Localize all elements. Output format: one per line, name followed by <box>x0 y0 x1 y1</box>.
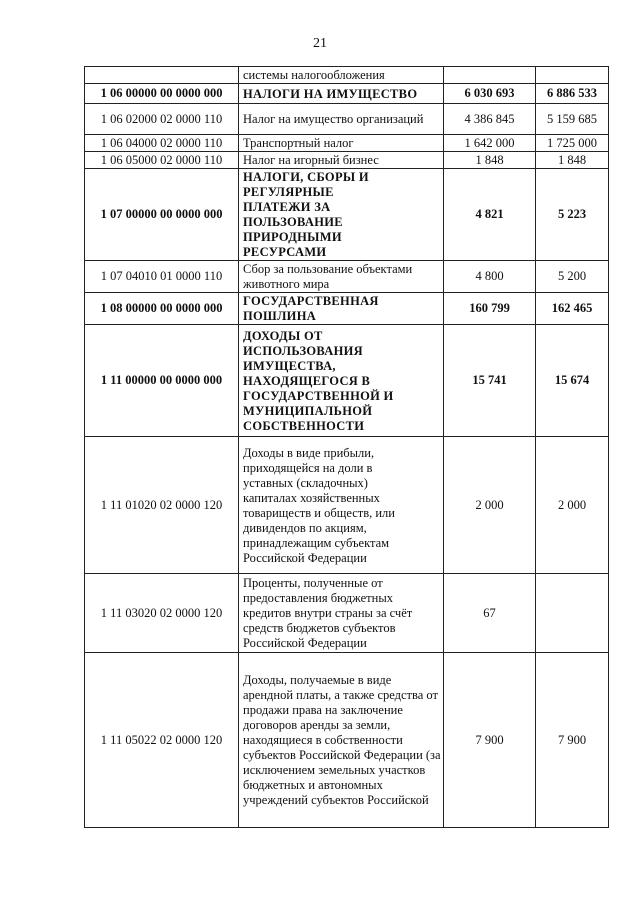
row-value-1: 2 000 <box>444 437 536 574</box>
table-row <box>85 293 609 325</box>
row-code: 1 11 01020 02 0000 120 <box>85 437 239 574</box>
row-code: 1 06 05000 02 0000 110 <box>85 152 239 169</box>
row-value-2 <box>536 67 609 84</box>
row-value-1: 7 900 <box>444 653 536 828</box>
row-code: 1 07 00000 00 0000 000 <box>85 169 239 261</box>
row-value-1: 1 848 <box>444 152 536 169</box>
row-name-text: НАЛОГИ, СБОРЫ И РЕГУЛЯРНЫЕ ПЛАТЕЖИ ЗА ПОЛЬЗОВАНИЕ ПРИРОДНЫМИ РЕСУРСАМИ <box>243 170 369 259</box>
table-row <box>85 152 609 169</box>
row-value-2 <box>536 574 609 653</box>
row-name: НАЛОГИ НА ИМУЩЕСТВО <box>239 84 444 104</box>
revenue-table <box>84 66 609 828</box>
row-value-2: 5 200 <box>536 261 609 293</box>
row-code: 1 11 00000 00 0000 000 <box>85 325 239 437</box>
row-name-text: Доходы, получаемые в виде арендной платы, а также средства от продажи права на заключение договоров аренды за земли, находящиеся в собственности субъектов Российской Федерации (за исключением земельных участков бюджетных и автономных учреждений субъектов Российской <box>243 673 441 807</box>
table-row <box>85 104 609 135</box>
table-row <box>85 135 609 152</box>
table-row <box>85 653 609 828</box>
row-name <box>239 293 444 325</box>
row-name <box>239 574 444 653</box>
row-name: Транспортный налог <box>239 135 444 152</box>
row-value-1: 4 821 <box>444 169 536 261</box>
row-code: 1 08 00000 00 0000 000 <box>85 293 239 325</box>
row-name: Налог на имущество организаций <box>239 104 444 135</box>
row-value-2: 1 725 000 <box>536 135 609 152</box>
row-name: Налог на игорный бизнес <box>239 152 444 169</box>
row-value-2: 6 886 533 <box>536 84 609 104</box>
row-value-1: 4 386 845 <box>444 104 536 135</box>
table-row <box>85 437 609 574</box>
row-name-text: Доходы в виде прибыли, приходящейся на доли в уставных (складочных) капиталах хозяйственных товариществ и обществ, или дивидендов по акциям, принадлежащим субъектам Российской Федерации <box>243 445 395 565</box>
row-name <box>239 169 444 261</box>
row-name <box>239 325 444 437</box>
row-value-2: 162 465 <box>536 293 609 325</box>
row-value-1: 160 799 <box>444 293 536 325</box>
row-name-text: ДОХОДЫ ОТ ИСПОЛЬЗОВАНИЯ ИМУЩЕСТВА, НАХОДЯЩЕГОСЯ В ГОСУДАРСТВЕННОЙ И МУНИЦИПАЛЬНОЙ СОБСТВЕННОСТИ <box>243 328 394 433</box>
row-value-1: 15 741 <box>444 325 536 437</box>
row-value-1: 1 642 000 <box>444 135 536 152</box>
row-code: 1 11 05022 02 0000 120 <box>85 653 239 828</box>
table-row <box>85 84 609 104</box>
row-name <box>239 653 444 828</box>
row-value-2: 1 848 <box>536 152 609 169</box>
row-value-2: 5 223 <box>536 169 609 261</box>
row-value-1: 6 030 693 <box>444 84 536 104</box>
page-number: 21 <box>313 36 327 51</box>
row-code: 1 11 03020 02 0000 120 <box>85 574 239 653</box>
row-value-1: 67 <box>444 574 536 653</box>
row-value-2: 7 900 <box>536 653 609 828</box>
row-value-2: 5 159 685 <box>536 104 609 135</box>
row-name-text: Сбор за пользование объектами животного мира <box>243 262 413 291</box>
row-value-1: 4 800 <box>444 261 536 293</box>
table-row <box>85 325 609 437</box>
row-code <box>85 67 239 84</box>
row-value-1 <box>444 67 536 84</box>
row-code: 1 06 04000 02 0000 110 <box>85 135 239 152</box>
table-row <box>85 261 609 293</box>
row-value-2: 2 000 <box>536 437 609 574</box>
row-code: 1 06 00000 00 0000 000 <box>85 84 239 104</box>
row-code: 1 07 04010 01 0000 110 <box>85 261 239 293</box>
table-row <box>85 67 609 84</box>
table-row <box>85 169 609 261</box>
row-name-text: ГОСУДАРСТВЕННАЯ ПОШЛИНА <box>243 294 379 323</box>
table-row <box>85 574 609 653</box>
row-value-2: 15 674 <box>536 325 609 437</box>
row-name-text: Проценты, полученные от предоставления бюджетных кредитов внутри страны за счёт средств бюджетов субъектов Российской Федерации <box>243 576 413 650</box>
row-name: системы налогообложения <box>239 67 444 84</box>
row-name <box>239 261 444 293</box>
row-name <box>239 437 444 574</box>
row-code: 1 06 02000 02 0000 110 <box>85 104 239 135</box>
